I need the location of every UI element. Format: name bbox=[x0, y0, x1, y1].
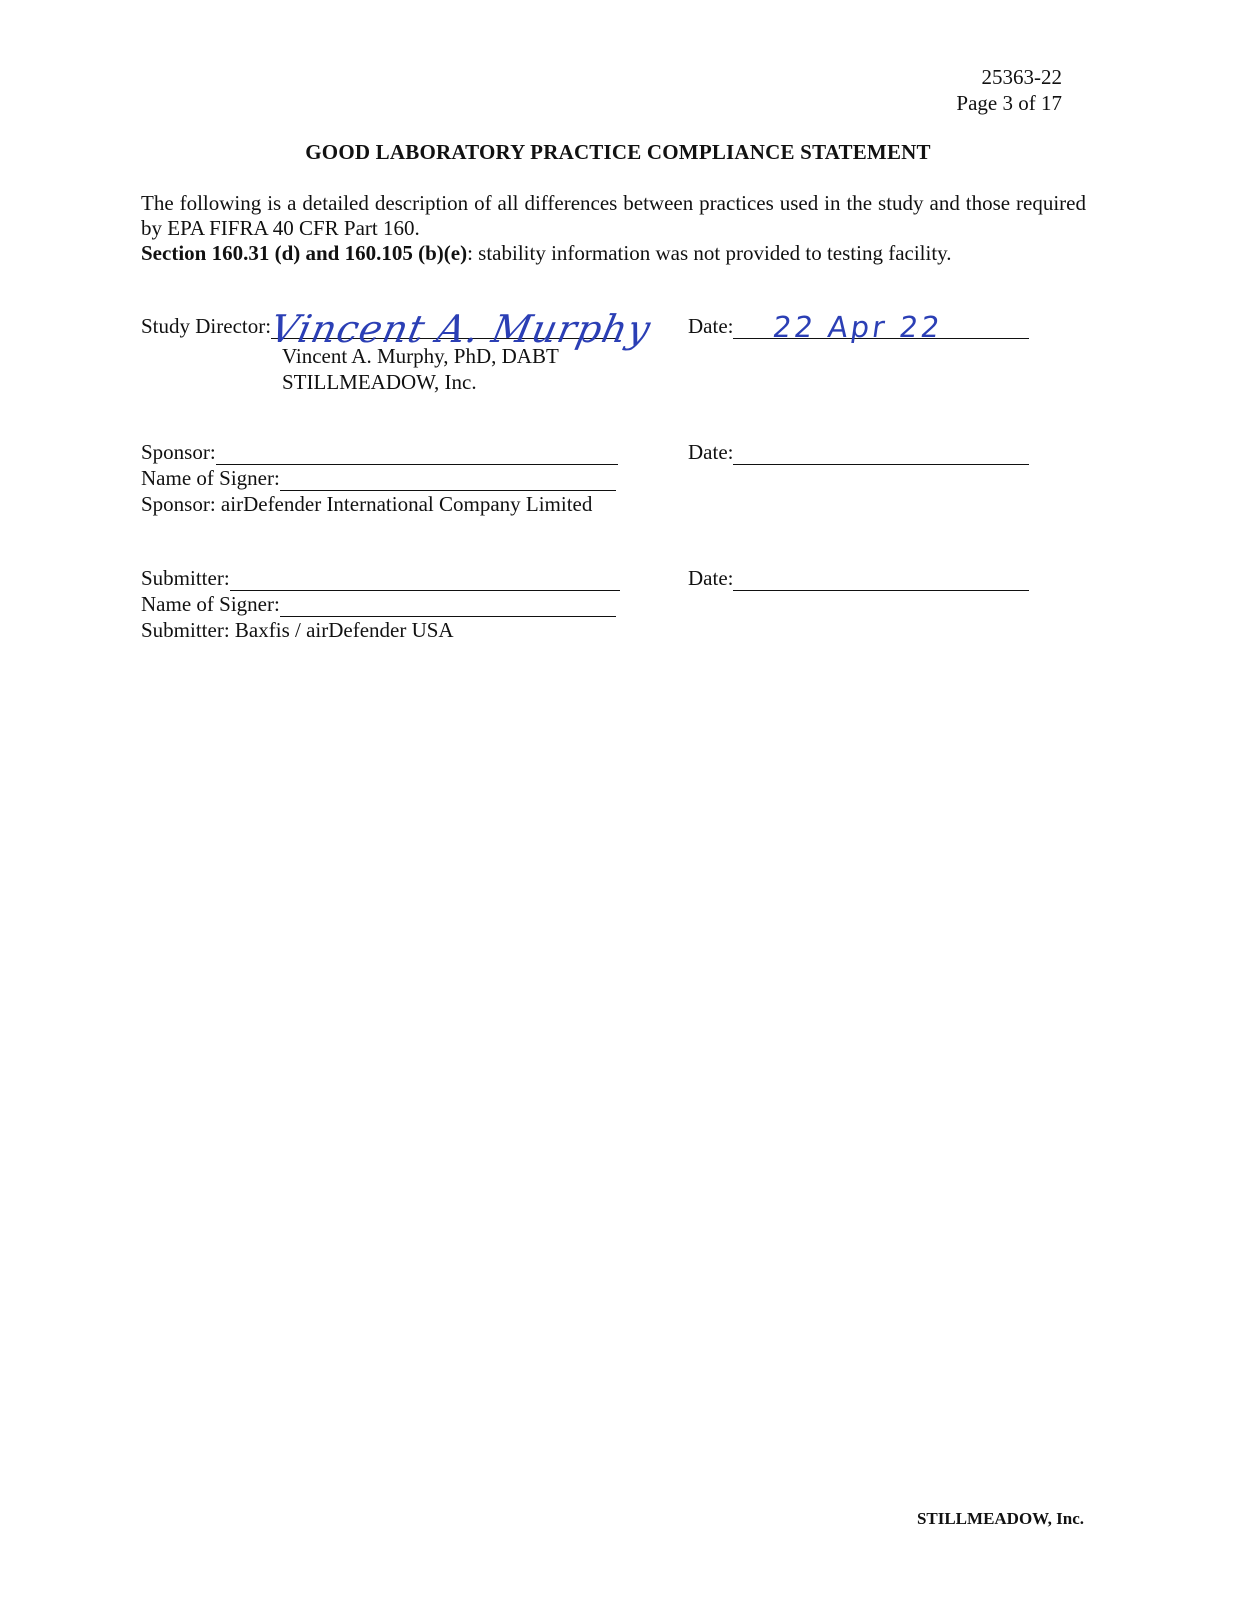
submitter-date-line bbox=[733, 572, 1029, 591]
sponsor-signature-line bbox=[216, 446, 618, 465]
sponsor-date-line bbox=[733, 446, 1029, 465]
study-director-company: STILLMEADOW, Inc. bbox=[282, 370, 477, 394]
submitter-company: Submitter: Baxfis / airDefender USA bbox=[141, 618, 454, 642]
sponsor-signer-line bbox=[280, 472, 616, 491]
submitter-signer-line bbox=[280, 598, 616, 617]
submitter-block bbox=[141, 565, 620, 643]
section-note bbox=[141, 241, 1086, 266]
submitter-signer-label: Name of Signer: bbox=[141, 592, 280, 616]
sponsor-date-label: Date: bbox=[688, 440, 734, 464]
study-director-block bbox=[141, 307, 656, 395]
study-number: 25363-22 bbox=[981, 65, 1062, 89]
study-director-signature-line bbox=[266, 307, 656, 351]
sponsor-label: Sponsor: bbox=[141, 440, 216, 464]
intro-paragraph: The following is a detailed description of all differences between practices used in the study and those required by EPA FIFRA 40 CFR Part 160. bbox=[141, 191, 1086, 240]
page-header bbox=[956, 64, 1062, 116]
study-director-signature: Vincent A. Murphy bbox=[266, 307, 656, 351]
study-director-label: Study Director: bbox=[141, 314, 272, 338]
section-description: : stability information was not provided to testing facility. bbox=[467, 241, 952, 265]
study-director-date-line bbox=[733, 310, 1029, 344]
intro-text bbox=[141, 191, 1086, 266]
sponsor-block bbox=[141, 439, 618, 517]
study-director-date-block bbox=[688, 310, 1029, 344]
page-number: Page 3 of 17 bbox=[956, 91, 1062, 115]
submitter-label: Submitter: bbox=[141, 566, 230, 590]
page-title: GOOD LABORATORY PRACTICE COMPLIANCE STATEMENT bbox=[305, 140, 931, 164]
page-footer: STILLMEADOW, Inc. bbox=[916, 1509, 1084, 1528]
section-reference: Section 160.31 (d) and 160.105 (b)(e) bbox=[141, 241, 468, 265]
submitter-signature-line bbox=[230, 572, 620, 591]
sponsor-date-block bbox=[688, 439, 1029, 465]
study-director-date-handwritten: 22 Apr 22 bbox=[771, 310, 946, 344]
sponsor-signer-label: Name of Signer: bbox=[141, 466, 280, 490]
submitter-date-block bbox=[688, 565, 1029, 591]
submitter-date-label: Date: bbox=[688, 566, 734, 590]
study-director-name: Vincent A. Murphy, PhD, DABT bbox=[282, 344, 559, 368]
study-director-date-label: Date: bbox=[688, 314, 734, 338]
sponsor-company: Sponsor: airDefender International Company Limited bbox=[141, 492, 593, 516]
